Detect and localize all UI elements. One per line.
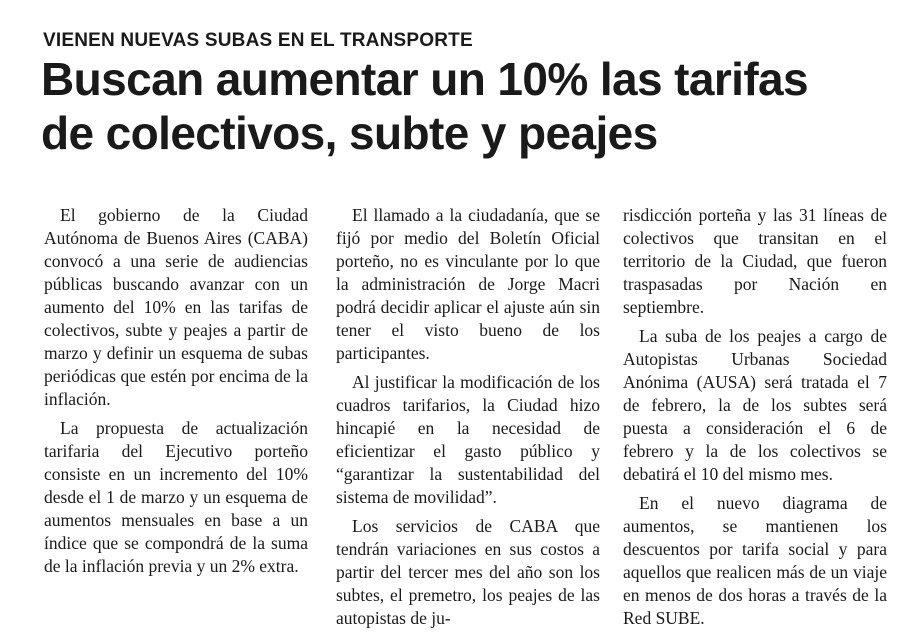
article-column-3 (623, 204, 887, 630)
paragraph-continued: risdicción porteña y las 31 líneas de colectivos que transitan en el territorio de la Ciudad, que fueron traspasadas por Nación en septiembre. (623, 205, 887, 317)
article-column-2 (336, 204, 600, 630)
paragraph: En el nuevo diagrama de aumentos, se mantienen los descuentos por tarifa social y para aquellos que realicen más de un viaje en menos de dos horas a través de la Red SUBE. (623, 493, 887, 628)
paragraph: El gobierno de la Ciudad Autónoma de Buenos Aires (CABA) convocó a una serie de audiencias públicas buscando avanzar con un aumento del 10% en las tarifas de colectivos, subte y peajes a partir de marzo y definir un esquema de subas periódicas que estén por encima de la inflación. (44, 205, 308, 409)
headline-line-1: Buscan aumentar un 10% las tarifas (41, 53, 809, 105)
article-kicker: VIENEN NUEVAS SUBAS EN EL TRANSPORTE (43, 30, 473, 51)
article-headline (41, 52, 901, 160)
paragraph: La propuesta de actualización tarifaria del Ejecutivo porteño consiste en un incremento del 10% desde el 1 de marzo y un esquema de aumentos mensuales en base a un índice que se compondrá de la suma de la inflación previa y un 2% extra. (44, 418, 308, 576)
article-column-1 (44, 204, 308, 578)
paragraph: La suba de los peajes a cargo de Autopistas Urbanas Sociedad Anónima (AUSA) será tratada el 7 de febrero, la de los subtes será puesta a consideración el 6 de febrero y la de los colectivos se debatirá el 10 del mismo mes. (623, 326, 887, 484)
paragraph: El llamado a la ciudadanía, que se fijó por medio del Boletín Oficial porteño, no es vinculante por lo que la administración de Jorge Macri podrá decidir aplicar el ajuste aún sin tener el visto bueno de los participantes. (336, 205, 600, 363)
paragraph: Al justificar la modificación de los cuadros tarifarios, la Ciudad hizo hincapié en la necesidad de eficientizar el gasto público y “garantizar la sustentabilidad del sistema de movilidad”. (336, 372, 600, 507)
headline-line-2: de colectivos, subte y peajes (41, 107, 658, 159)
paragraph: Los servicios de CABA que tendrán variaciones en sus costos a partir del tercer mes del año son los subtes, el premetro, los peajes de las autopistas de ju- (336, 516, 600, 628)
